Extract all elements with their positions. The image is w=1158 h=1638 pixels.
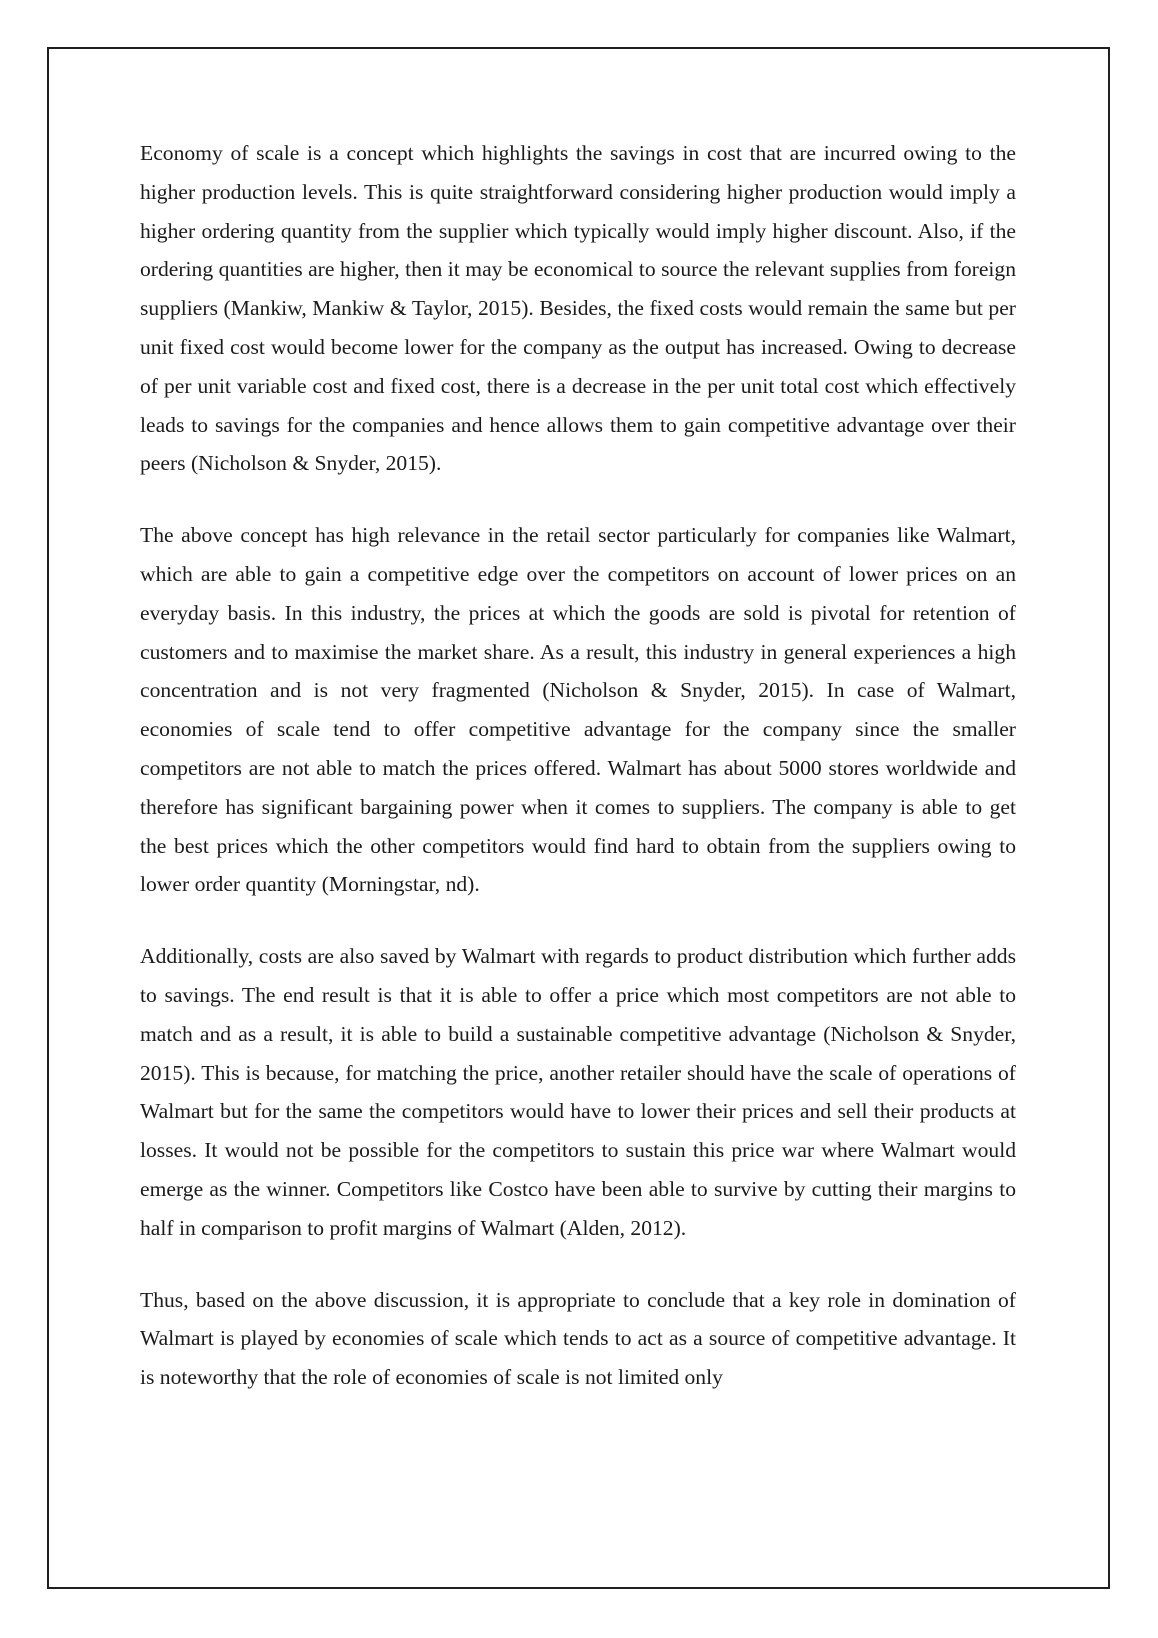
essay-body bbox=[140, 134, 1016, 1430]
paragraph-conclusion: Thus, based on the above discussion, it is appropriate to conclude that a key role in domination of Walmart is played by economies of scale which tends to act as a source of competitive advantage. It is noteworthy that the role of economies of scale is not limited only bbox=[140, 1287, 1016, 1390]
paragraph-distribution-savings: Additionally, costs are also saved by Walmart with regards to product distribution which further adds to savings. The end result is that it is able to offer a price which most competitors are not able to match and as a result, it is able to build a sustainable competitive advantage (Nicholson & Snyder, 2015). This is because, for matching the price, another retailer should have the scale of operations of Walmart but for the same the competitors would have to lower their prices and sell their products at losses. It would not be possible for the competitors to sustain this price war where Walmart would emerge as the winner. Competitors like Costco have been able to survive by cutting their margins to half in comparison to profit margins of Walmart (Alden, 2012). bbox=[140, 944, 1016, 1240]
paragraph-retail-relevance-walmart: The above concept has high relevance in the retail sector particularly for companies like Walmart, which are able to gain a competitive edge over the competitors on account of lower prices on an everyday basis. In this industry, the prices at which the goods are sold is pivotal for retention of customers and to maximise the market share. As a result, this industry in general experiences a high concentration and is not very fragmented (Nicholson & Snyder, 2015). In case of Walmart, economies of scale tend to offer competitive advantage for the company since the smaller competitors are not able to match the prices offered. Walmart has about 5000 stores worldwide and therefore has significant bargaining power when it comes to suppliers. The company is able to get the best prices which the other competitors would find hard to obtain from the suppliers owing to lower order quantity (Morningstar, nd). bbox=[140, 523, 1016, 897]
paragraph-economies-of-scale-concept: Economy of scale is a concept which highlights the savings in cost that are incurred owing to the higher production levels. This is quite straightforward considering higher production would imply a higher ordering quantity from the supplier which typically would imply higher discount. Also, if the ordering quantities are higher, then it may be economical to source the relevant supplies from foreign suppliers (Mankiw, Mankiw & Taylor, 2015). Besides, the fixed costs would remain the same but per unit fixed cost would become lower for the company as the output has increased. Owing to decrease of per unit variable cost and fixed cost, there is a decrease in the per unit total cost which effectively leads to savings for the companies and hence allows them to gain competitive advantage over their peers (Nicholson & Snyder, 2015). bbox=[140, 141, 1016, 476]
